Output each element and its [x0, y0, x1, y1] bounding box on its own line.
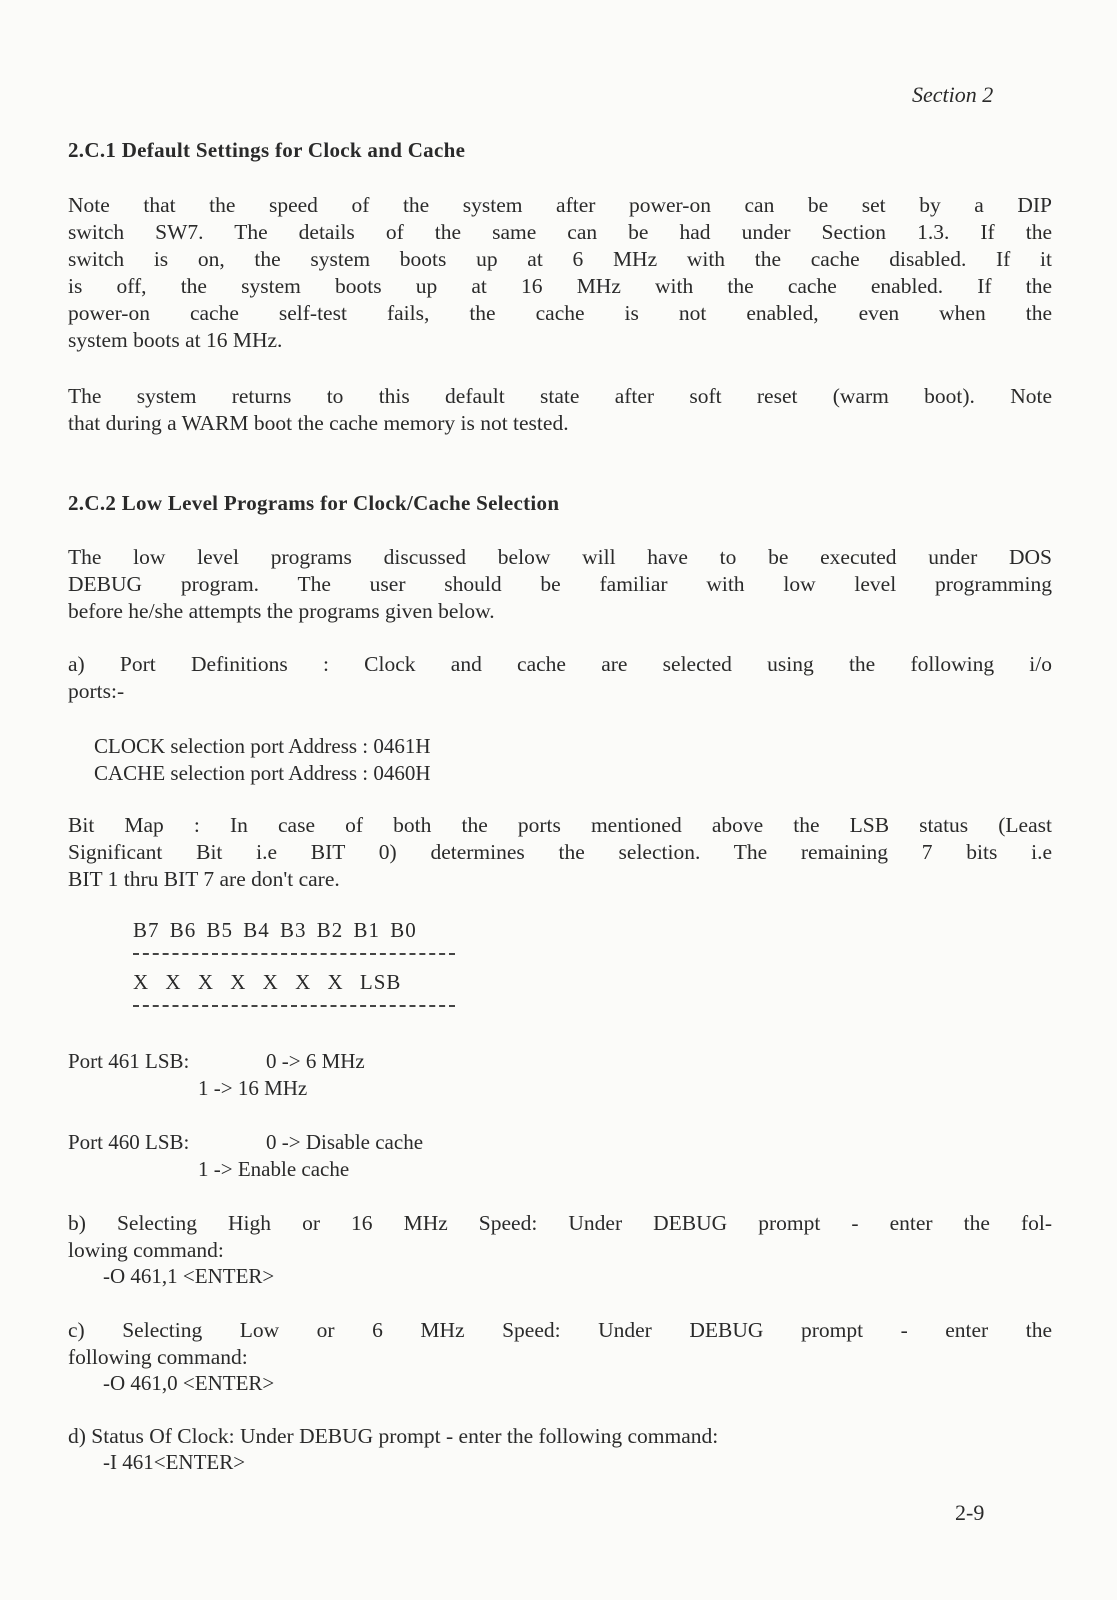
port-value: 0 -> Disable cache	[266, 1130, 424, 1154]
text-line: Bit Map : In case of both the ports mentioned above the LSB status (Least	[68, 813, 1052, 837]
port-value: 1 -> 16 MHz	[198, 1076, 308, 1100]
port-value: 1 -> Enable cache	[198, 1157, 350, 1181]
section-label: Section 2	[912, 82, 994, 107]
bit-header-row: B7 B6 B5 B4 B3 B2 B1 B0	[133, 918, 417, 942]
command-clock-status: -I 461<ENTER>	[103, 1450, 246, 1474]
paragraph-bit-map	[68, 812, 1052, 893]
bit-value-row: X X X X X X X LSB	[133, 970, 402, 994]
text-line: BIT 1 thru BIT 7 are don't care.	[68, 867, 340, 891]
text-line: b) Selecting High or 16 MHz Speed: Under DEBUG prompt - enter the fol-	[68, 1211, 1052, 1235]
paragraph-default-settings	[68, 192, 1052, 354]
port-label: Port 460 LSB:	[68, 1130, 190, 1154]
text-line: power-on cache self-test fails, the cache is not enabled, even when the	[68, 301, 1052, 325]
port-461-mapping	[68, 1048, 568, 1102]
paragraph-select-high-speed	[68, 1210, 1052, 1264]
text-line: switch is on, the system boots up at 6 MHz with the cache disabled. If it	[68, 247, 1052, 271]
text-line: system boots at 16 MHz.	[68, 328, 283, 352]
text-line: ports:-	[68, 679, 125, 703]
text-line: is off, the system boots up at 16 MHz with the cache enabled. If the	[68, 274, 1052, 298]
dashed-divider	[133, 953, 455, 955]
heading-2c1: 2.C.1 Default Settings for Clock and Cache	[68, 138, 466, 162]
paragraph-select-low-speed	[68, 1317, 1052, 1371]
command-low-speed: -O 461,0 <ENTER>	[103, 1371, 275, 1395]
text-line: lowing command:	[68, 1238, 224, 1262]
text-line: The system returns to this default state after soft reset (warm boot). Note	[68, 384, 1052, 408]
paragraph-low-level-intro	[68, 544, 1052, 625]
text-line: before he/she attempts the programs given below.	[68, 599, 495, 623]
dashed-divider	[133, 1005, 455, 1007]
text-line: a) Port Definitions : Clock and cache are selected using the following i/o	[68, 652, 1052, 676]
text-line: switch SW7. The details of the same can be had under Section 1.3. If the	[68, 220, 1052, 244]
clock-port-address: CLOCK selection port Address : 0461H	[94, 734, 431, 758]
command-high-speed: -O 461,1 <ENTER>	[103, 1264, 275, 1288]
text-line: DEBUG program. The user should be familiar with low level programming	[68, 572, 1052, 596]
paragraph-clock-status	[68, 1423, 1052, 1450]
port-value: 0 -> 6 MHz	[266, 1049, 365, 1073]
text-line: following command:	[68, 1345, 248, 1369]
text-line: c) Selecting Low or 6 MHz Speed: Under DEBUG prompt - enter the	[68, 1318, 1052, 1342]
paragraph-warm-boot	[68, 383, 1052, 437]
cache-port-address: CACHE selection port Address : 0460H	[94, 761, 431, 785]
text-line: d) Status Of Clock: Under DEBUG prompt - enter the following command:	[68, 1424, 719, 1448]
heading-2c2: 2.C.2 Low Level Programs for Clock/Cache Selection	[68, 491, 560, 515]
text-line: that during a WARM boot the cache memory is not tested.	[68, 411, 569, 435]
port-460-mapping	[68, 1129, 668, 1183]
port-label: Port 461 LSB:	[68, 1049, 190, 1073]
text-line: Significant Bit i.e BIT 0) determines the selection. The remaining 7 bits i.e	[68, 840, 1052, 864]
text-line: The low level programs discussed below will have to be executed under DOS	[68, 545, 1052, 569]
paragraph-port-definitions	[68, 651, 1052, 705]
page-number: 2-9	[955, 1500, 985, 1525]
text-line: Note that the speed of the system after power-on can be set by a DIP	[68, 193, 1052, 217]
